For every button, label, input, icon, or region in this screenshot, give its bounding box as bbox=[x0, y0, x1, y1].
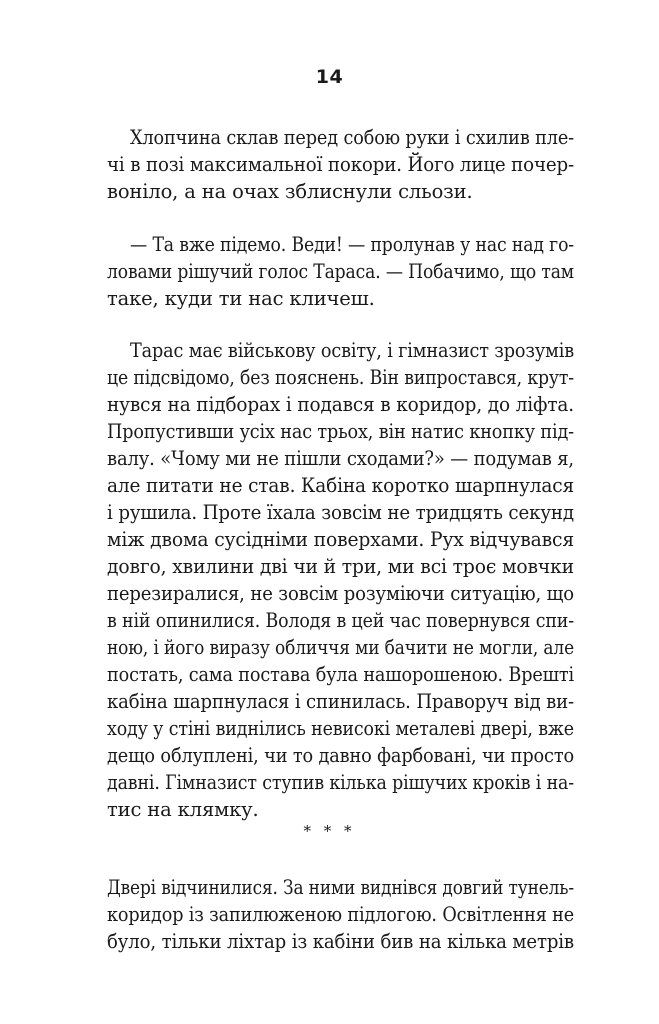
text-line: дещо облуплені, чи то давно фарбовані, чи просто bbox=[107, 744, 574, 767]
text-line: довго, хвилини дві чи й три, ми всі троє мовчки bbox=[107, 555, 574, 578]
text-line: тис на клямку. bbox=[107, 798, 259, 821]
text-line: було, тільки ліхтар із кабіни бив на кілька метрів bbox=[107, 930, 574, 953]
text-line: коридор із запилюженою підлогою. Освітлення не bbox=[107, 903, 574, 926]
text-line: постать, сама постава була нашорошеною. Врешті bbox=[107, 663, 574, 686]
text-line: нувся на підборах і подався в коридор, до ліфта. bbox=[107, 393, 574, 416]
text-line: воніло, а на очах зблиснули сльози. bbox=[107, 180, 473, 203]
text-line: давні. Гімназист ступив кілька рішучих кроків і на- bbox=[107, 771, 574, 794]
text-line: і рушила. Проте їхала зовсім не тридцять секунд bbox=[107, 501, 574, 524]
text-line: між двома сусідніми поверхами. Рух відчувався bbox=[107, 528, 574, 551]
page-number: 14 bbox=[315, 66, 344, 88]
text-line: ною, і його виразу обличчя ми бачити не могли, але bbox=[107, 636, 574, 659]
text-line: перезиралися, не зовсім розуміючи ситуацію, що bbox=[107, 582, 574, 605]
text-line: чі в позі максимальної покори. Його лице почер- bbox=[107, 153, 574, 176]
text-line: таке, куди ти нас кличеш. bbox=[107, 287, 375, 310]
text-line: але питати не став. Кабіна коротко шарпнулася bbox=[107, 474, 574, 497]
text-line: кабіна шарпнулася і спинилась. Праворуч від ви- bbox=[107, 690, 574, 713]
text-line: в ній опинилися. Володя в цей час повернувся спи- bbox=[107, 609, 574, 632]
text-line: Двері відчинилися. За ними виднівся довгий тунель- bbox=[107, 876, 574, 899]
text-line: ходу у стіні виднілись невисокі металеві двері, вже bbox=[107, 717, 574, 740]
text-line: — Та вже підемо. Веди! — пролунав у нас над го- bbox=[130, 233, 574, 256]
text-line: це підсвідомо, без пояснень. Він випростався, крут- bbox=[107, 366, 574, 389]
text-line: Тарас має військову освіту, і гімназист зрозумів bbox=[130, 339, 574, 362]
text-line: валу. «Чому ми не пішли сходами?» — подумав я, bbox=[107, 447, 574, 470]
section-separator: * * * bbox=[303, 822, 356, 840]
text-line: ловами рішучий голос Тараса. — Побачимо, що там bbox=[107, 260, 574, 283]
text-line: Пропустивши усіх нас трьох, він натис кнопку під- bbox=[107, 420, 574, 443]
text-line: Хлопчина склав перед собою руки і схилив пле- bbox=[130, 126, 574, 149]
